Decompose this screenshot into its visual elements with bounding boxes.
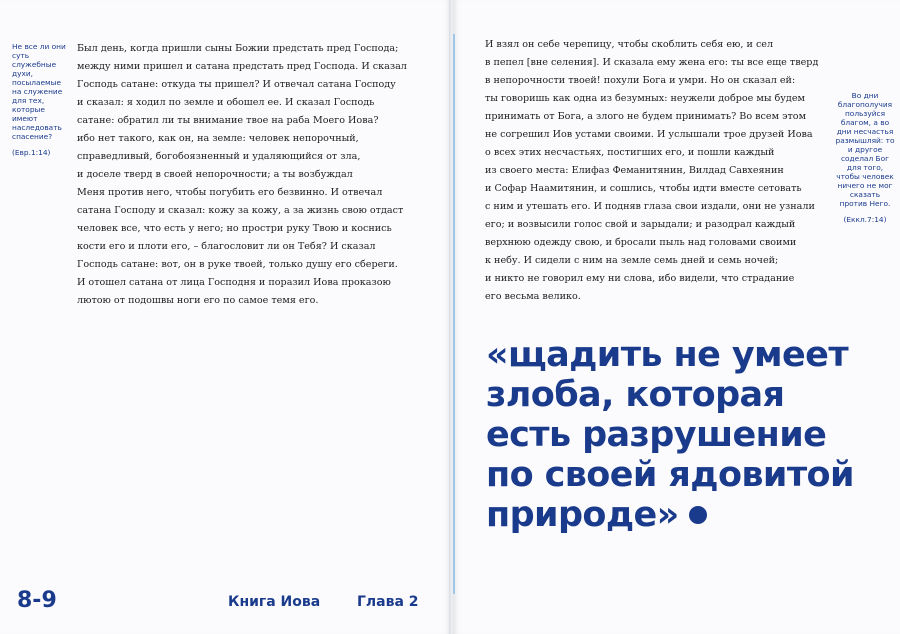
pull-quote-line: злоба, которая <box>486 375 785 415</box>
text-line: ибо нет такого, как он, на земле: человек непорочный, <box>77 133 359 144</box>
pull-quote-line: «щадить не умеет <box>486 335 849 375</box>
footer-chapter: Глава 2 <box>357 594 419 610</box>
pull-quote-last-line <box>486 495 854 535</box>
text-line: человек все, что есть у него; но простри руку Твою и коснись <box>77 223 392 234</box>
text-line: между ними пришел и сатана предстать пред Господа. И сказал <box>77 61 407 72</box>
text-line: и доселе тверд в своей непорочности; а ты возбуждал <box>77 169 353 180</box>
text-line: Господь сатане: вот, он в руке твоей, только душу его сбереги. <box>77 259 398 270</box>
text-line: справедливый, богобоязненный и удаляющийся от зла, <box>77 151 361 162</box>
text-line: и Софар Наамитянин, и сошлись, чтобы идти вместе сетовать <box>485 183 802 194</box>
text-line: ты говоришь как одна из безумных: неужели доброе мы будем <box>485 93 805 104</box>
text-line: о всех этих несчастьях, постигших его, и пошли каждый <box>485 147 775 158</box>
pull-quote-line: есть разрушение <box>486 415 827 455</box>
margin-note-reference: (Евр.1:14) <box>12 148 51 157</box>
text-line: верхнюю одежду свою, и бросали пыль над головами своими <box>485 237 797 248</box>
text-line: и сказал: я ходил по земле и обошел ее. И сказал Господь <box>77 97 375 108</box>
text-line: к небу. И сидели с ним на земле семь дней и семь ночей; <box>485 255 779 266</box>
text-line: сатане: обратил ли ты внимание твое на раба Моего Иова? <box>77 115 379 126</box>
margin-note-text: Не все ли они суть служебные духи, посылаемые на служение для тех, которые имеют наследовать спасение? <box>12 42 66 141</box>
text-line: его; и возвысили голос свой и зарыдали; и разодрал каждый <box>485 219 796 230</box>
margin-note-right <box>835 91 895 224</box>
text-line: и никто не говорил ему ни слова, ибо видели, что страдание <box>485 273 795 284</box>
text-line: не согрешил Иов устами своими. И услышали трое друзей Иова <box>485 129 813 140</box>
text-line: в пепел [вне селения]. И сказала ему жена его: ты все еще тверд <box>485 57 819 68</box>
page-number: 8-9 <box>17 588 57 613</box>
text-line: с ним и утешать его. И подняв глаза свои издали, они не узнали <box>485 201 815 212</box>
pull-quote-line: по своей ядовитой <box>486 455 854 495</box>
text-line: кости его и плоти его, – благословит ли он Тебя? И сказал <box>77 241 376 252</box>
text-line: Был день, когда пришли сыны Божии предстать пред Господа; <box>77 43 399 54</box>
text-line: сатана Господу и сказал: кожу за кожу, а за жизнь свою отдаст <box>77 205 404 216</box>
vertical-rule <box>453 34 455 594</box>
margin-note-text: Во дни благополучия пользуйся благом, а во дни несчастья размышляй: то и другое соделал Бог для того, чтобы человек ничего не мог сказать против Него. <box>835 91 895 208</box>
text-line: И взял он себе черепицу, чтобы скоблить себя ею, и сел <box>485 39 774 50</box>
margin-note-left <box>12 42 68 157</box>
text-line: в непорочности твоей! похули Бога и умри. Но он сказал ей: <box>485 75 796 86</box>
text-line: И отошел сатана от лица Господня и поразил Иова проказою <box>77 277 391 288</box>
pull-quote <box>486 335 854 535</box>
right-page <box>453 0 900 634</box>
text-line: из своего места: Елифаз Феманитянин, Вилдад Савхеянин <box>485 165 784 176</box>
scripture-text-right <box>485 36 818 306</box>
text-line: Меня против него, чтобы погубить его безвинно. И отвечал <box>77 187 383 198</box>
pull-quote-line: природе» <box>486 495 679 535</box>
text-line: Господь сатане: откуда ты пришел? И отвечал сатана Господу <box>77 79 396 90</box>
bullet-dot-icon <box>689 506 707 524</box>
scripture-text-left <box>77 40 407 310</box>
text-line: принимать от Бога, а злого не будем принимать? Во всем этом <box>485 111 807 122</box>
footer-book-title: Книга Иова <box>228 594 321 610</box>
text-line: лютою от подошвы ноги его по самое темя его. <box>77 295 319 306</box>
text-line: его весьма велико. <box>485 291 581 302</box>
margin-note-reference: (Еккл.7:14) <box>843 215 887 224</box>
